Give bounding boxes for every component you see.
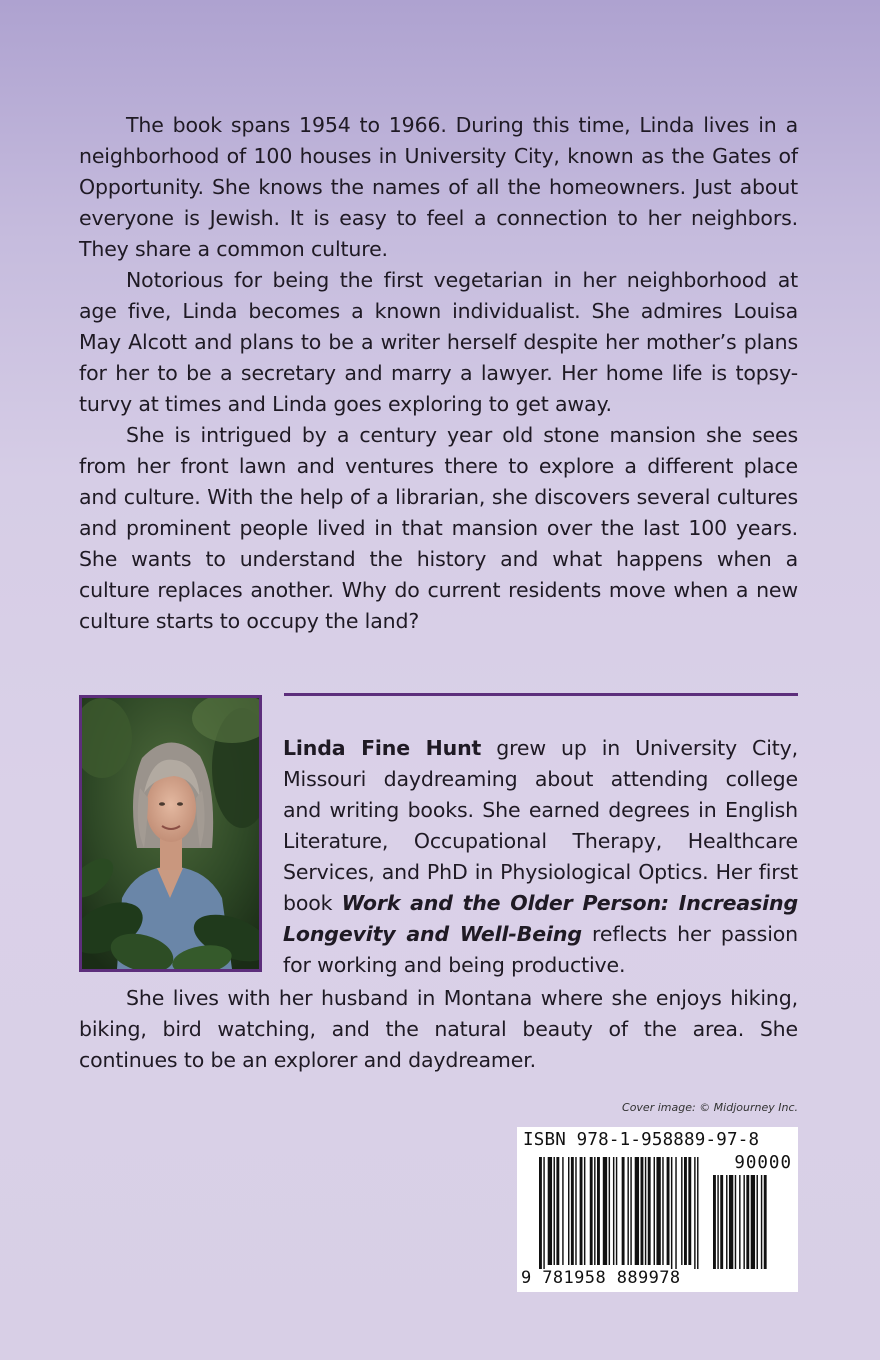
barcode-bar <box>594 1157 595 1265</box>
addon-bar <box>739 1175 740 1269</box>
barcode-bar <box>580 1157 583 1265</box>
bio-text-1: grew up in University City, Missouri daydreaming about attending college and writing books. She earned degrees in English Literature, Occupational Therapy, Healthcare Services, and PhD in Physiological Optics. Her first book <box>283 736 799 915</box>
barcode-bar <box>622 1157 625 1265</box>
blurb-paragraph-1: The book spans 1954 to 1966. During this time, Linda lives in a neighborhood of 100 houses in University City, known as the Gates of Opportunity. She knows the names of all the homeowners. Just about everyone is Jewish. It is easy to feel a connection to her neighbors. They share a common culture. <box>79 113 798 261</box>
book-blurb <box>79 110 798 637</box>
barcode-bar <box>675 1157 676 1269</box>
barcode-bar <box>554 1157 555 1265</box>
addon-bar <box>761 1175 762 1269</box>
addon-bar <box>720 1175 723 1269</box>
price-code: 90000 <box>734 1153 792 1173</box>
author-name: Linda Fine Hunt <box>283 736 482 760</box>
barcode-bar <box>635 1157 639 1265</box>
barcode-bar <box>684 1157 687 1265</box>
barcode-bar <box>590 1157 593 1265</box>
book-title: Work and the Older Person: Increasing Longevity and Well-Being <box>283 891 798 946</box>
bio-text-2: reflects her passion for working and being productive. <box>283 922 798 977</box>
barcode-bar <box>656 1157 660 1265</box>
barcode-bar <box>694 1157 695 1269</box>
addon-bar <box>757 1175 758 1269</box>
barcode-bar <box>548 1157 552 1265</box>
barcode-bar <box>603 1157 607 1265</box>
barcode-digits: 9 781958 889978 <box>521 1268 681 1288</box>
barcode-bar <box>688 1157 691 1265</box>
barcode-bar <box>568 1157 569 1265</box>
barcode-bar <box>648 1157 651 1265</box>
barcode-bar <box>543 1157 544 1269</box>
addon-bar <box>743 1175 744 1269</box>
barcode-bar <box>645 1157 646 1265</box>
barcode-bar <box>556 1157 559 1265</box>
barcode-bar <box>641 1157 644 1265</box>
author-bio <box>283 733 798 981</box>
blurb-paragraph-3: She is intrigued by a century year old stone mansion she sees from her front lawn and ventures there to explore a different place and culture. With the help of a librarian, she discovers several cultures and prominent people lived in that mansion over the last 100 years. She wants to understand the history and what happens when a culture replaces another. Why do current residents move when a new culture starts to occupy the land? <box>79 423 798 633</box>
barcode-bar <box>616 1157 617 1265</box>
barcode-bar <box>597 1157 600 1265</box>
barcode-bar <box>562 1157 563 1265</box>
barcode-bar <box>681 1157 682 1265</box>
author-bio-paragraph-2: She lives with her husband in Montana where she enjoys hiking, biking, bird watching, and the natural beauty of the area. She continues to be an explorer and daydreamer. <box>79 986 798 1072</box>
addon-bar <box>746 1175 749 1269</box>
barcode-bar <box>571 1157 574 1265</box>
author-photo <box>79 695 262 972</box>
addon-bar <box>735 1175 736 1269</box>
barcode-bar <box>630 1157 631 1265</box>
cover-image-credit: Cover image: © Midjourney Inc. <box>622 1101 798 1114</box>
blurb-paragraph-2: Notorious for being the first vegetarian in her neighborhood at age five, Linda becomes a known individualist. She admires Louisa May Alcott and plans to be a writer herself despite her mother’s plans for her to be a secretary and marry a lawyer. Her home life is topsy-turvy at times and Linda goes exploring to get away. <box>79 268 798 416</box>
barcode-bar <box>609 1157 610 1265</box>
barcode-bar <box>697 1157 698 1269</box>
addon-bar <box>713 1175 716 1269</box>
barcode-bar <box>584 1157 585 1265</box>
addon-bar <box>729 1175 733 1269</box>
barcode-bar <box>575 1157 576 1265</box>
barcode-bar <box>539 1157 542 1269</box>
addon-bar <box>717 1175 718 1269</box>
addon-bar <box>764 1175 767 1269</box>
addon-bar <box>751 1175 755 1269</box>
addon-bar <box>726 1175 727 1269</box>
barcode-bar <box>662 1157 663 1265</box>
barcode-bar <box>671 1157 672 1269</box>
barcode-bar <box>667 1157 670 1265</box>
divider-rule <box>284 693 798 696</box>
isbn-label: ISBN 978-1-958889-97-8 <box>523 1130 760 1150</box>
barcode-bar <box>627 1157 628 1265</box>
barcode-bar <box>654 1157 655 1265</box>
barcode-bar <box>613 1157 614 1265</box>
isbn-barcode <box>517 1127 798 1292</box>
